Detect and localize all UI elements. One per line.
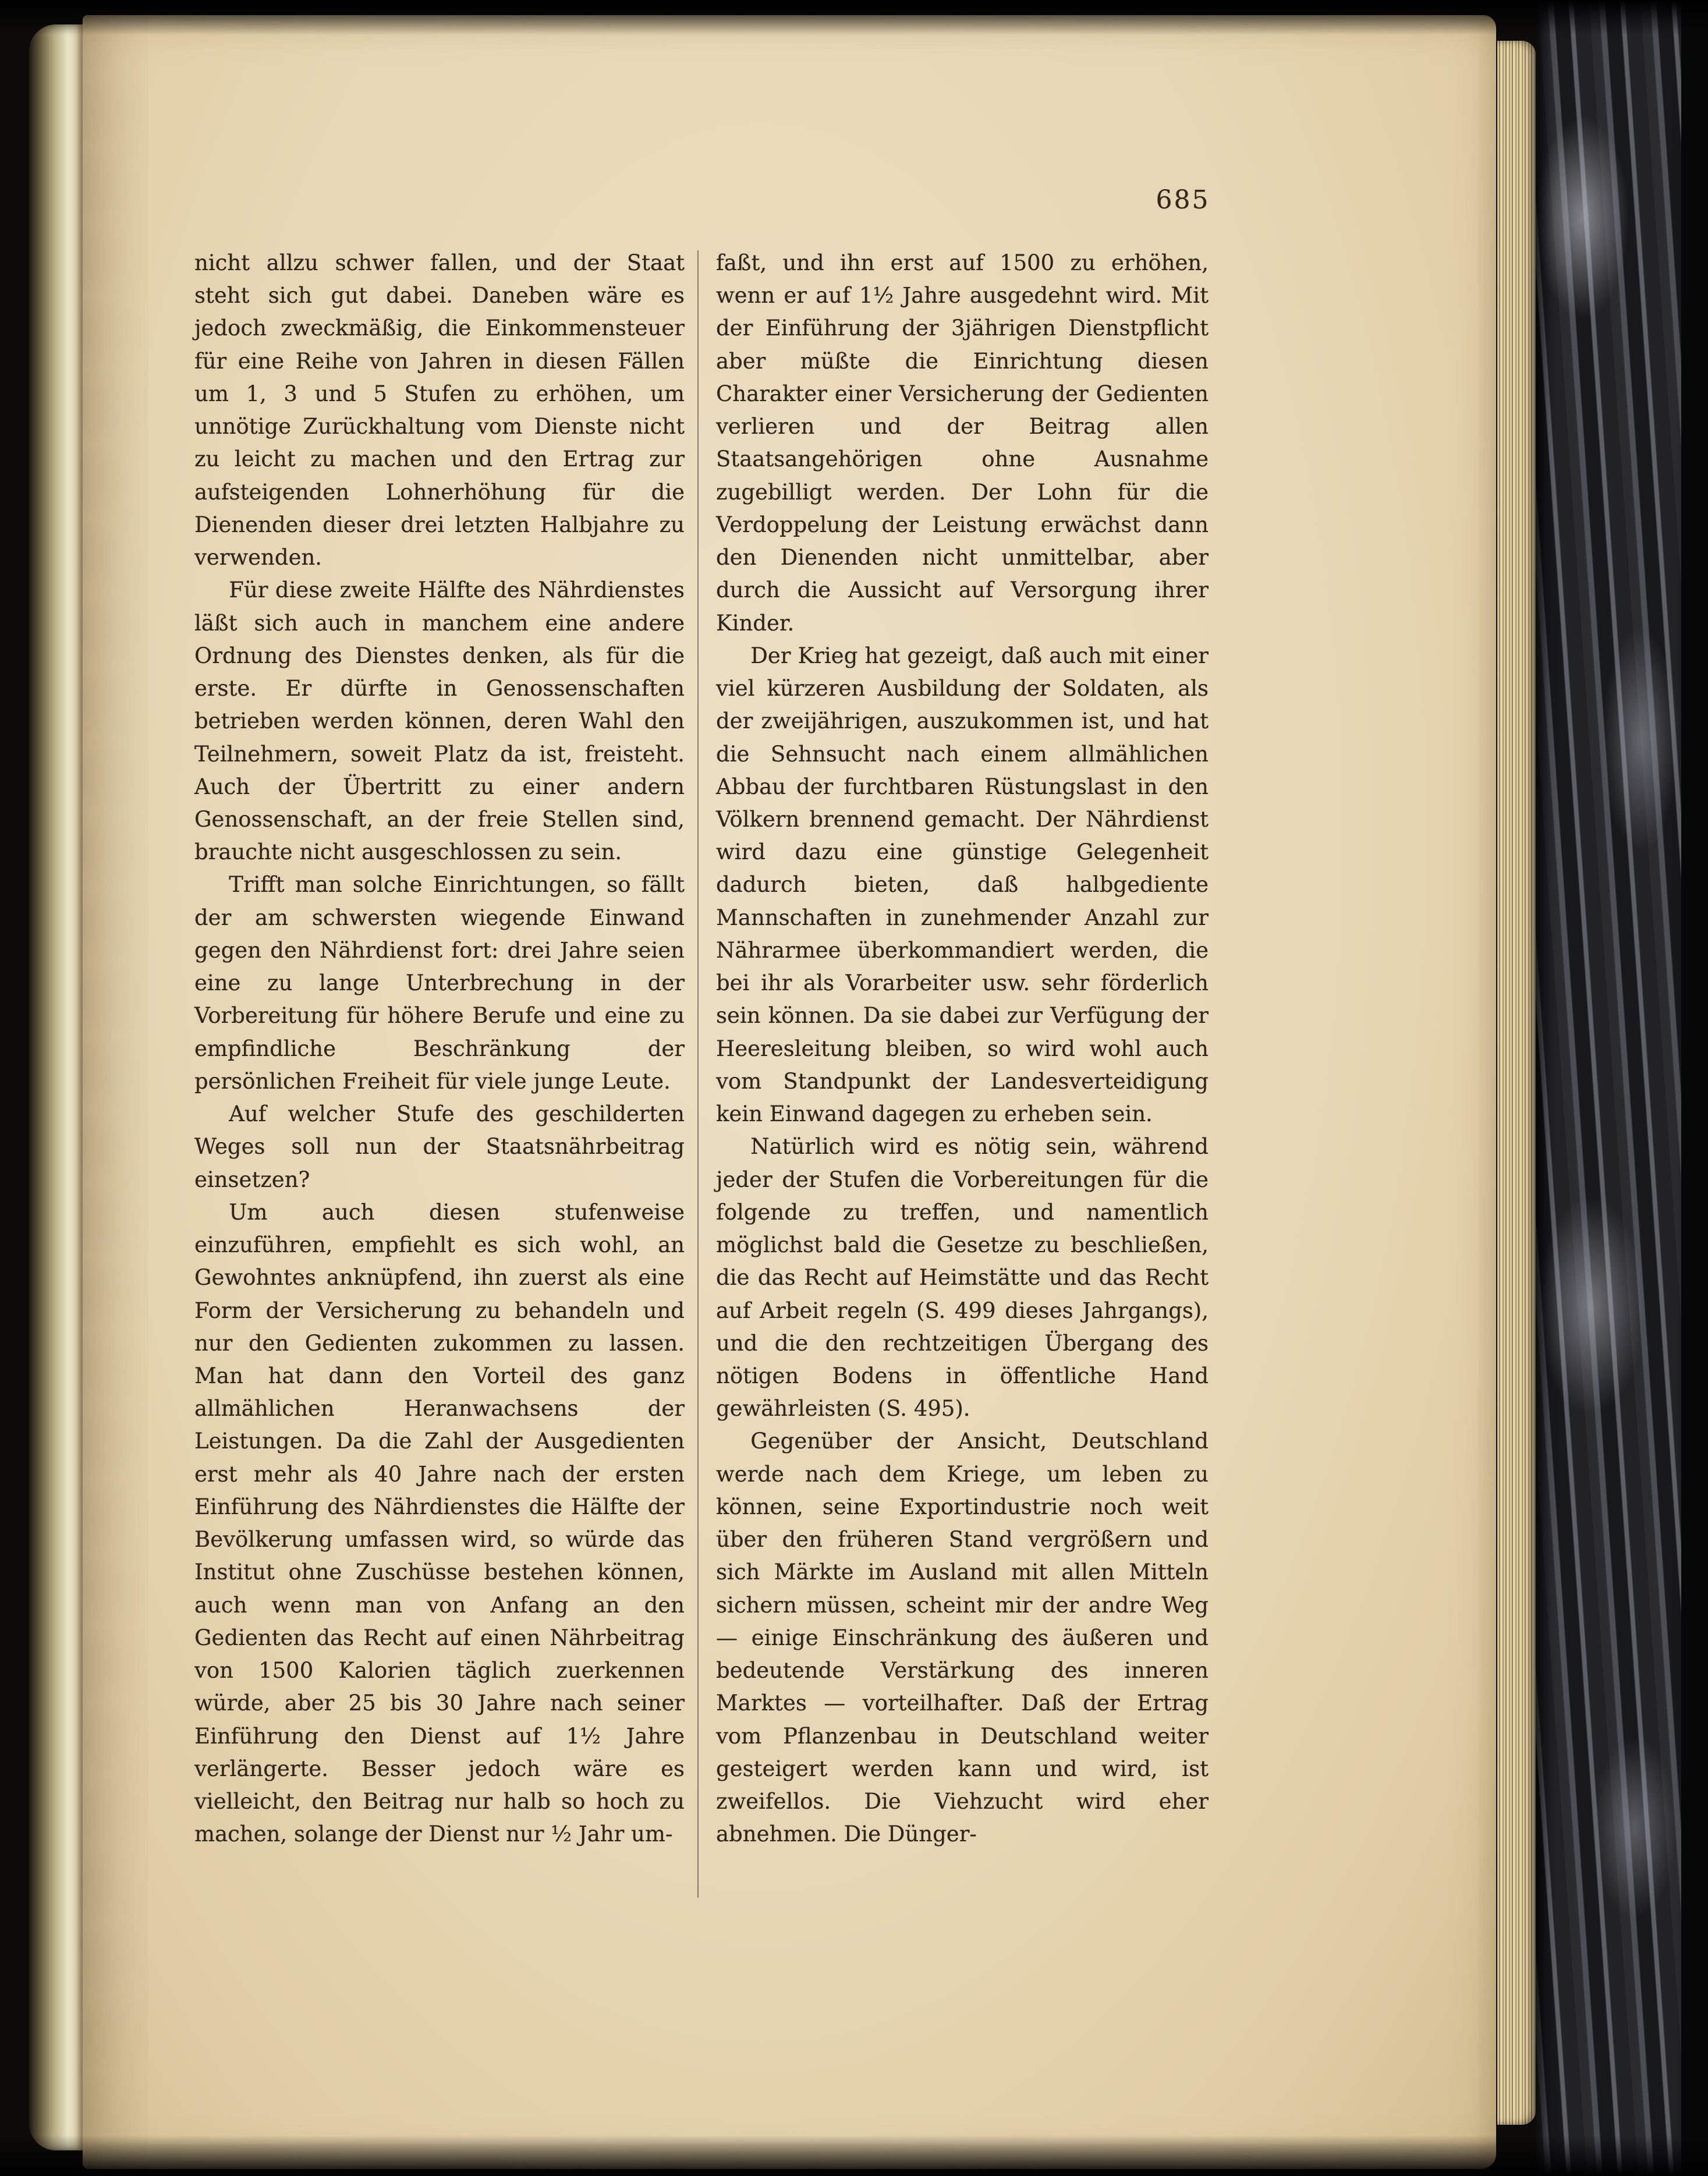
column-divider-rule [697,250,699,1898]
paragraph: Auf welcher Stufe des geschilderten Weges soll nun der Staatsnährbeitrag einsetzen? [194,1101,685,1192]
text-column-right [716,247,1209,1851]
page-fore-edge [1497,41,1536,2125]
paragraph: Natürlich wird es nötig sein, während jeder der Stufen die Vorbereitungen für die folgende zu treffen, und namentlich möglichst bald die Gesetze zu beschließen, die das Recht auf Heimstätte und das Recht auf Arbeit regeln (S. 499 dieses Jahrgangs), und die den rechtzeitigen Übergang des nötigen Bodens in öffentliche Hand gewährleisten (S. 495). [716,1134,1209,1422]
paragraph: nicht allzu schwer fallen, und der Staat steht sich gut dabei. Daneben wäre es jedoch zweckmäßig, die Einkommensteuer für eine Reihe von Jahren in diesen Fällen um 1, 3 und 5 Stufen zu erhöhen, um unnötige Zurückhaltung vom Dienste nicht zu leicht zu machen und den Ertrag zur aufsteigenden Lohnerhöhung für die Dienenden dieser drei letzten Halbjahre zu verwenden. [194,250,685,570]
page-number: 685 [1156,185,1210,215]
photo-background-right [1681,0,1708,2176]
paragraph: Gegenüber der Ansicht, Deutschland werde nach dem Kriege, um leben zu können, seine Exportindustrie noch weit über den früheren Stand vergrößern und sich Märkte im Ausland mit allen Mitteln sichern müssen, scheint mir der andre Weg — einige Einschränkung des äußeren und bedeutende Verstärkung des inneren Marktes — vorteilhafter. Daß der Ertrag vom Pflanzenbau in Deutschland weiter gesteigert werden kann und wird, ist zweifellos. Die Viehzucht wird eher abnehmen. Die Dünger- [716,1429,1209,1847]
paragraph: Für diese zweite Hälfte des Nährdienstes läßt sich auch in manchem eine andere Ordnung des Dienstes denken, als für die erste. Er dürfte in Genossenschaften betrieben werden können, deren Wahl den Teilnehmern, soweit Platz da ist, freisteht. Auch der Übertritt zu einer andern Genossenschaft, an der freie Stellen sind, brauchte nicht ausgeschlossen zu sein. [194,577,685,865]
left-page-edge [29,24,83,2150]
paragraph: Um auch diesen stufenweise einzuführen, empfiehlt es sich wohl, an Gewohntes anknüpfend, ihn zuerst als eine Form der Versicherung zu behandeln und nur den Gedienten zukommen zu lassen. Man hat dann den Vorteil des ganz allmählichen Heranwachsens der Leistungen. Da die Zahl der Ausgedienten erst mehr als 40 Jahre nach der ersten Einführung des Nährdienstes die Hälfte der Bevölkerung umfassen wird, so würde das Institut ohne Zuschüsse bestehen können, auch wenn man von Anfang an den Gedienten das Recht auf einen Nährbeitrag von 1500 Kalorien täglich zuerkennen würde, aber 25 bis 30 Jahre nach seiner Einführung den Dienst auf 1½ Jahre verlängerte. Besser jedoch wäre es vielleicht, den Beitrag nur halb so hoch zu machen, solange der Dienst nur ½ Jahr um- [194,1199,685,1847]
paragraph: Trifft man solche Einrichtungen, so fällt der am schwersten wiegende Einwand gegen den Nährdienst fort: drei Jahre seien eine zu lange Unterbrechung in der Vorbereitung für höhere Berufe und eine zu empfindliche Beschränkung der persönlichen Freiheit für viele junge Leute. [194,872,685,1094]
marbled-book-cover [1536,0,1681,2176]
paragraph: faßt, und ihn erst auf 1500 zu erhöhen, wenn er auf 1½ Jahre ausgedehnt wird. Mit der Einführung der 3jährigen Dienstpflicht aber müßte die Einrichtung diesen Charakter einer Versicherung der Gedienten verlieren und der Beitrag allen Staatsangehörigen ohne Ausnahme zugebilligt werden. Der Lohn für die Verdoppelung der Leistung erwächst dann den Dienenden nicht unmittelbar, aber durch die Aussicht auf Versorgung ihrer Kinder. [716,250,1209,636]
book-page [83,15,1496,2169]
paragraph: Der Krieg hat gezeigt, daß auch mit einer viel kürzeren Ausbildung der Soldaten, als der zweijährigen, auszukommen ist, und hat die Sehnsucht nach einem allmählichen Abbau der furchtbaren Rüstungslast in den Völkern brennend gemacht. Der Nährdienst wird dazu eine günstige Gelegenheit dadurch bieten, daß halbgediente Mannschaften in zunehmender Anzahl zur Nährarmee überkommandiert werden, die bei ihr als Vorarbeiter usw. sehr förderlich sein können. Da sie dabei zur Verfügung der Heeresleitung bleiben, so wird wohl auch vom Standpunkt der Landesverteidigung kein Einwand dagegen zu erheben sein. [716,643,1209,1127]
text-column-left [194,247,685,1851]
